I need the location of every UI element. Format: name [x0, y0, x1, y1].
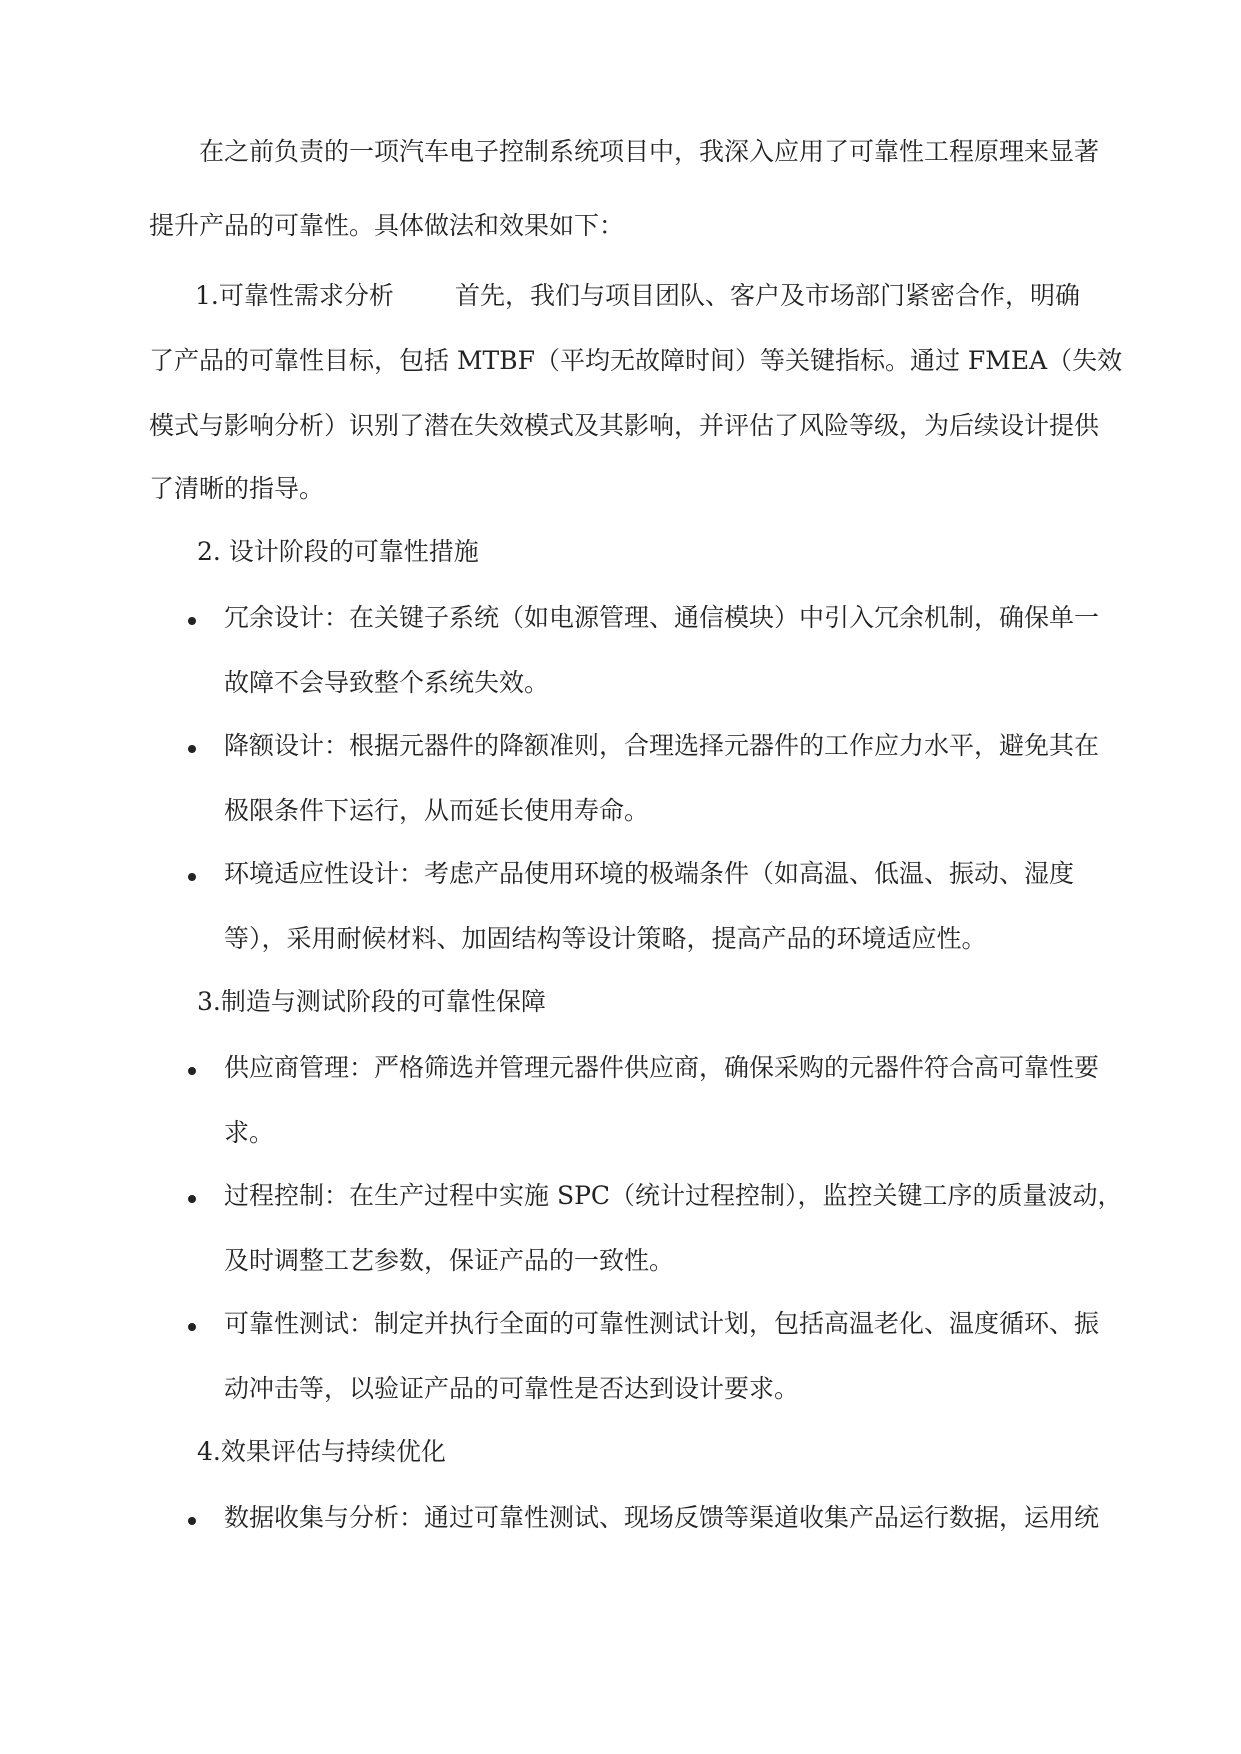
list-item-line: 故障不会导致整个系统失效。: [224, 668, 550, 697]
list-item-line: 冗余设计：在关键子系统（如电源管理、通信模块）中引入冗余机制，确保单一: [224, 603, 1100, 632]
bullet-icon: [188, 745, 196, 753]
intro-line: 提升产品的可靠性。具体做法和效果如下：: [149, 211, 625, 240]
list-item-line: 环境适应性设计：考虑产品使用环境的极端条件（如高温、低温、振动、湿度: [224, 859, 1075, 888]
section-heading: 4.效果评估与持续优化: [197, 1437, 446, 1466]
bullet-icon: [188, 1067, 196, 1075]
list-item-line: 动冲击等，以验证产品的可靠性是否达到设计要求。: [224, 1374, 800, 1403]
list-item-line: 数据收集与分析：通过可靠性测试、现场反馈等渠道收集产品运行数据，运用统: [224, 1503, 1100, 1532]
section-heading: 3.制造与测试阶段的可靠性保障: [197, 987, 546, 1016]
paragraph-line: 首先，我们与项目团队、客户及市场部门紧密合作，明确: [455, 281, 1081, 310]
list-item-line: 等），采用耐候材料、加固结构等设计策略，提高产品的环境适应性。: [224, 924, 987, 953]
section-heading: 1.可靠性需求分析: [195, 281, 394, 310]
bullet-icon: [188, 617, 196, 625]
list-item-line: 可靠性测试：制定并执行全面的可靠性测试计划，包括高温老化、温度循环、振: [224, 1309, 1100, 1338]
paragraph-line: 了清晰的指导。: [149, 474, 325, 503]
list-item-line: 降额设计：根据元器件的降额准则，合理选择元器件的工作应力水平，避免其在: [224, 731, 1100, 760]
paragraph-line: 了产品的可靠性目标，包括 MTBF（平均无故障时间）等关键指标。通过 FMEA（失效: [149, 346, 1123, 375]
section-heading: 2. 设计阶段的可靠性措施: [197, 537, 479, 566]
intro-line: 在之前负责的一项汽车电子控制系统项目中，我深入应用了可靠性工程原理来显著: [199, 137, 1100, 166]
list-item-line: 求。: [224, 1118, 275, 1147]
bullet-icon: [188, 873, 196, 881]
list-item-line: 供应商管理：严格筛选并管理元器件供应商，确保采购的元器件符合高可靠性要: [224, 1053, 1100, 1082]
paragraph-line: 模式与影响分析）识别了潜在失效模式及其影响，并评估了风险等级，为后续设计提供: [149, 411, 1100, 440]
list-item-line: 过程控制：在生产过程中实施 SPC（统计过程控制），监控关键工序的质量波动，: [224, 1181, 1123, 1210]
bullet-icon: [188, 1517, 196, 1525]
bullet-icon: [188, 1323, 196, 1331]
list-item-line: 及时调整工艺参数，保证产品的一致性。: [224, 1246, 675, 1275]
bullet-icon: [188, 1195, 196, 1203]
list-item-line: 极限条件下运行，从而延长使用寿命。: [224, 796, 650, 825]
